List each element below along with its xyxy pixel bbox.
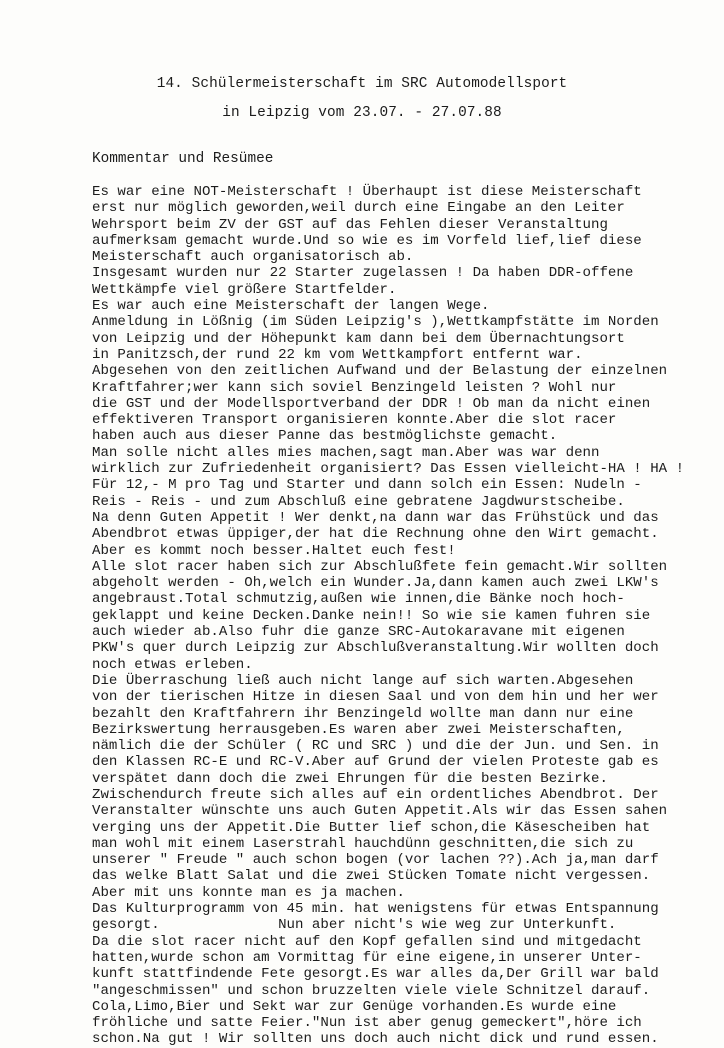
body-line: Es war eine NOT-Meisterschaft ! Überhaupt ist diese Meisterschaft (92, 184, 642, 200)
body-line: Aber mit uns konnte man es ja machen. (92, 884, 405, 901)
body-line: Zwischendurch freute sich alles auf ein ordentliches Abendbrot. Der (92, 786, 659, 803)
body-line: abgeholt werden - Oh,welch ein Wunder.Ja,dann kamen auch zwei LKW's (92, 575, 659, 592)
body-line: "angeschmissen" und schon bruzzelten viele viele Schnitzel darauf. (92, 982, 651, 999)
body-line: Aber es kommt noch besser.Haltet euch fest! (92, 542, 456, 559)
body-line: Reis - Reis - und zum Abschluß eine gebratene Jagdwurstscheibe. (92, 493, 625, 510)
body-line: Anmeldung in Lößnig (im Süden Leipzig's ),Wettkampfstätte im Norden (92, 314, 659, 331)
body-line: bezahlt den Kraftfahrern ihr Benzingeld wollte man dann nur eine (92, 705, 634, 722)
body-line: den Klassen RC-E und RC-V.Aber auf Grund der vielen Proteste gab es (92, 754, 659, 771)
body-line: Kraftfahrer;wer kann sich soviel Benzingeld leisten ? Wohl nur (92, 379, 617, 396)
body-line: Für 12,- M pro Tag und Starter und dann solch ein Essen: Nudeln - (92, 477, 642, 494)
body-line: Veranstalter wünschte uns auch Guten Appetit.Als wir das Essen sahen (92, 803, 668, 820)
body-line: Cola,Limo,Bier und Sekt war zur Genüge vorhanden.Es wurde eine (92, 998, 617, 1015)
body-line: Man solle nicht alles mies machen,sagt man.Aber was war denn (92, 444, 600, 461)
title-line-1: 14. Schülermeisterschaft im SRC Automodellsport (156, 76, 568, 92)
body-line: Insgesamt wurden nur 22 Starter zugelassen ! Da haben DDR-offene (92, 265, 634, 282)
body-line: schon.Na gut ! Wir sollten uns doch auch nicht dick und rund essen. (92, 1031, 659, 1048)
body-line: Da die slot racer nicht auf den Kopf gefallen sind und mitgedacht (92, 933, 642, 950)
body-line: Meisterschaft auch organisatorisch ab. (92, 249, 414, 266)
body-line: man wohl mit einem Laserstrahl hauchdünn geschnitten,die sich zu (92, 835, 634, 852)
body-line: das welke Blatt Salat und die zwei Stücken Tomate nicht vergessen. (92, 868, 651, 885)
body-line: Na denn Guten Appetit ! Wer denkt,na dann war das Frühstück und das (92, 509, 659, 526)
body-line: geklappt und keine Decken.Danke nein!! So wie sie kamen fuhren sie (92, 607, 651, 624)
body-line: noch etwas erleben. (92, 656, 253, 673)
body-line: in Panitzsch,der rund 22 km vom Wettkampfort entfernt war. (92, 346, 583, 363)
body-line: verging uns der Appetit.Die Butter lief schon,die Käsescheiben hat (92, 819, 651, 836)
body-line: von der tierischen Hitze in diesen Saal und von dem hin und her wer (92, 689, 659, 706)
body-line: PKW's quer durch Leipzig zur Abschlußveranstaltung.Wir wollten doch (92, 640, 659, 657)
body-line: Alle slot racer haben sich zur Abschlußfete fein gemacht.Wir sollten (92, 558, 668, 575)
title-line-2: in Leipzig vom 23.07. - 27.07.88 (222, 105, 502, 121)
body-text (92, 184, 702, 1048)
body-line: wirklich zur Zufriedenheit organisiert? Das Essen vielleicht-HA ! HA ! (92, 461, 685, 478)
body-line: Wettkämpfe viel größere Startfelder. (92, 281, 397, 298)
subheading: Kommentar und Resümee (92, 151, 274, 167)
body-line: Abendbrot etwas üppiger,der hat die Rechnung ohne den Wirt gemacht. (92, 526, 659, 543)
body-line: gesorgt. Nun aber nicht's wie weg zur Unterkunft. (92, 917, 617, 934)
body-line: fröhliche und satte Feier."Nun ist aber genug gemeckert",höre ich (92, 1015, 642, 1032)
body-line: kunft stattfindende Fete gesorgt.Es war alles da,Der Grill war bald (92, 966, 659, 983)
body-line: Wehrsport beim ZV der GST auf das Fehlen dieser Veranstaltung (92, 216, 608, 233)
body-line: Es war auch eine Meisterschaft der langen Wege. (92, 298, 490, 315)
body-line: Die Überraschung ließ auch nicht lange auf sich warten.Abgesehen (92, 672, 634, 689)
body-line: verspätet dann doch die zwei Ehrungen für die besten Bezirke. (92, 770, 608, 787)
body-line: hatten,wurde schon am Vormittag für eine eigene,in unserer Unter- (92, 949, 642, 966)
body-line: Abgesehen von den zeitlichen Aufwand und der Belastung der einzelnen (92, 363, 668, 380)
body-line: auch wieder ab.Also fuhr die ganze SRC-Autokaravane mit eigenen (92, 624, 625, 641)
body-line: nämlich die der Schüler ( RC und SRC ) und die der Jun. und Sen. in (92, 738, 659, 755)
body-line: aufmerksam gemacht wurde.Und so wie es im Vorfeld lief,lief diese (92, 232, 642, 249)
body-line: haben auch aus dieser Panne das bestmöglichste gemacht. (92, 428, 558, 445)
body-line: von Leipzig und der Höhepunkt kam dann bei dem Übernachtungsort (92, 330, 625, 347)
body-line: Bezirkswertung herrausgeben.Es waren aber zwei Meisterschaften, (92, 721, 625, 738)
body-line: Das Kulturprogramm von 45 min. hat wenigstens für etwas Entspannung (92, 901, 659, 918)
body-line: die GST und der Modellsportverband der DDR ! Ob man da nicht einen (92, 395, 651, 412)
body-line: erst nur möglich geworden,weil durch eine Eingabe an den Leiter (92, 200, 625, 217)
body-line: effektiveren Transport organisieren konnte.Aber die slot racer (92, 412, 617, 429)
body-line: unserer " Freude " auch schon bogen (vor lachen ??).Ach ja,man darf (92, 852, 659, 869)
body-line: angebraust.Total schmutzig,außen wie innen,die Bänke noch hoch- (92, 591, 625, 608)
